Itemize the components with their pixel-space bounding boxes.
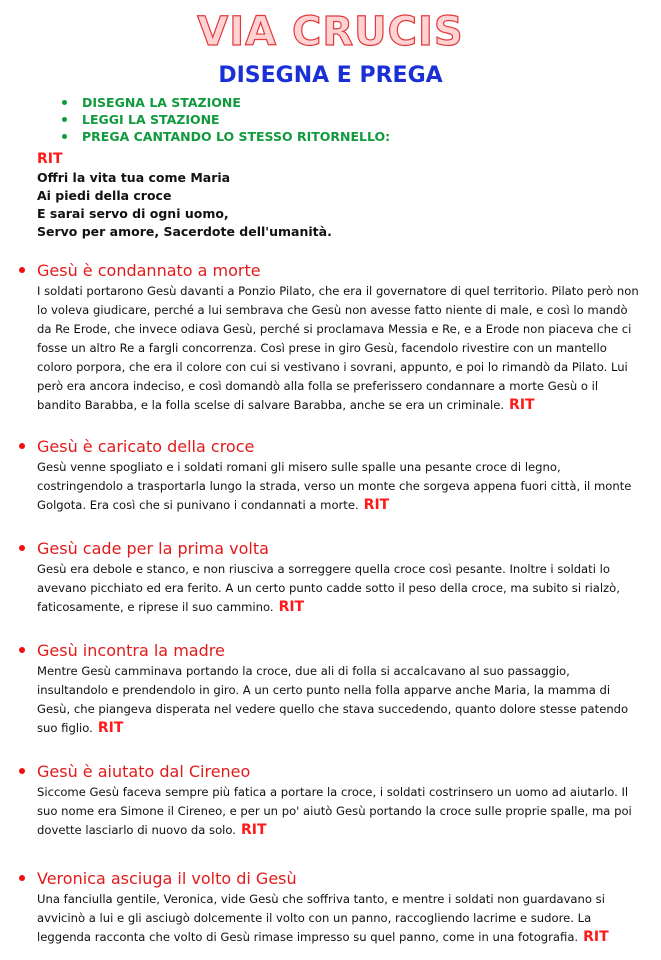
station-5 bbox=[37, 762, 643, 840]
station-text bbox=[37, 560, 643, 617]
station-2 bbox=[37, 437, 643, 515]
instruction-item bbox=[58, 111, 390, 128]
station-text bbox=[37, 458, 643, 515]
rit-marker: RIT bbox=[509, 397, 535, 413]
bullet-icon bbox=[19, 875, 25, 881]
instruction-text: DISEGNA LA STAZIONE bbox=[82, 95, 241, 110]
station-paragraph: I soldati portarono Gesù davanti a Ponzio Pilato, che era il governatore di quel territorio. Pilato però non lo voleva giudicare, perché a lui sembrava che Gesù non avesse fatto niente di male, e così lo mandò da Re Erode, che invece odiava Gesù, perché si proclamava Messia e Re, e a Erode non piaceva che ci fosse un altro Re a fargli concorrenza. Così prese in giro Gesù, facendolo rivestire con un mantello coloro porpora, che era il colore con cui si vestivano i sovrani, appunto, e poi lo rimandò da Pilato. Lui però era ancora indeciso, e così domandò alla folla se preferissero condannare a morte Gesù o il bandito Barabba, e la folla scelse di salvare Barabba, anche se era un criminale. bbox=[37, 284, 639, 412]
bullet-icon bbox=[19, 647, 25, 653]
station-paragraph: Gesù era debole e stanco, e non riusciva a sorreggere quella croce così pesante. Inoltre i soldati lo avevano picchiato ed era ferito. A un certo punto cadde sotto il peso della croce, ma subito si rialzò, faticosamente, e riprese il suo cammino. bbox=[37, 562, 620, 614]
station-text bbox=[37, 890, 643, 947]
instructions-list bbox=[58, 94, 390, 145]
station-paragraph: Siccome Gesù faceva sempre più fatica a portare la croce, i soldati costrinsero un uomo ad aiutarlo. Il suo nome era Simone il Cireneo, e per un po' aiutò Gesù portando la croce sulle proprie spalle, ma poi dovette lasciarlo di nuovo da solo. bbox=[37, 785, 632, 837]
station-title: Veronica asciuga il volto di Gesù bbox=[37, 869, 297, 888]
bullet-icon bbox=[19, 545, 25, 551]
bullet-icon bbox=[62, 100, 67, 105]
refrain-line: E sarai servo di ogni uomo, bbox=[37, 206, 229, 221]
rit-marker: RIT bbox=[363, 497, 390, 513]
bullet-icon bbox=[62, 117, 67, 122]
refrain-text bbox=[37, 169, 332, 241]
station-title: Gesù è condannato a morte bbox=[37, 261, 261, 280]
rit-marker: RIT bbox=[240, 822, 267, 838]
instruction-item bbox=[58, 128, 390, 145]
station-title: Gesù è aiutato dal Cireneo bbox=[37, 762, 251, 781]
instruction-item bbox=[58, 94, 390, 111]
page-subtitle: DISEGNA E PREGA bbox=[218, 63, 443, 88]
station-paragraph: Gesù venne spogliato e i soldati romani gli misero sulle spalle una pesante croce di legno, costringendolo a trasportarla lungo la strada, verso un monte che sorgeva appena fuori città, il monte Golgota. Era così che si punivano i condannati a morte. bbox=[37, 460, 632, 512]
rit-marker: RIT bbox=[583, 929, 609, 945]
station-title: Gesù incontra la madre bbox=[37, 641, 225, 660]
bullet-icon bbox=[19, 443, 25, 449]
station-text bbox=[37, 783, 643, 840]
station-paragraph: Una fanciulla gentile, Veronica, vide Gesù che soffriva tanto, e mentre i soldati non guardavano si avvicinò a lui e gli asciugò dolcemente il volto con un panno, raccogliendo lacrime e sudore. La leggenda racconta che volto di Gesù rimase impresso su quel panno, come in una fotografia. bbox=[37, 892, 605, 944]
station-title: Gesù è caricato della croce bbox=[37, 437, 255, 456]
station-4 bbox=[37, 641, 643, 738]
bullet-icon bbox=[62, 134, 67, 139]
bullet-icon bbox=[19, 267, 25, 273]
rit-marker: RIT bbox=[97, 720, 124, 736]
instruction-text: LEGGI LA STAZIONE bbox=[82, 112, 220, 127]
refrain-line: Ai piedi della croce bbox=[37, 188, 172, 203]
rit-marker: RIT bbox=[278, 599, 305, 615]
station-1 bbox=[37, 261, 643, 415]
station-text bbox=[37, 662, 643, 738]
refrain-line: Servo per amore, Sacerdote dell'umanità. bbox=[37, 224, 332, 239]
bullet-icon bbox=[19, 768, 25, 774]
instruction-text: PREGA CANTANDO LO STESSO RITORNELLO: bbox=[82, 129, 391, 144]
refrain-label: RIT bbox=[37, 151, 63, 167]
station-title: Gesù cade per la prima volta bbox=[37, 539, 269, 558]
station-paragraph: Mentre Gesù camminava portando la croce, due ali di folla si accalcavano al suo passaggio, insultandolo e prendendolo in giro. A un certo punto nella folla apparve anche Maria, la mamma di Gesù, che piangeva disperata nel vedere quello che stava succedendo, quanto dolore stesse patendo suo figlio. bbox=[37, 664, 629, 735]
station-6 bbox=[37, 869, 643, 947]
station-3 bbox=[37, 539, 643, 617]
page-title: VIA CRUCIS bbox=[197, 9, 464, 55]
station-text bbox=[37, 282, 643, 415]
refrain-line: Offri la vita tua come Maria bbox=[37, 170, 231, 185]
